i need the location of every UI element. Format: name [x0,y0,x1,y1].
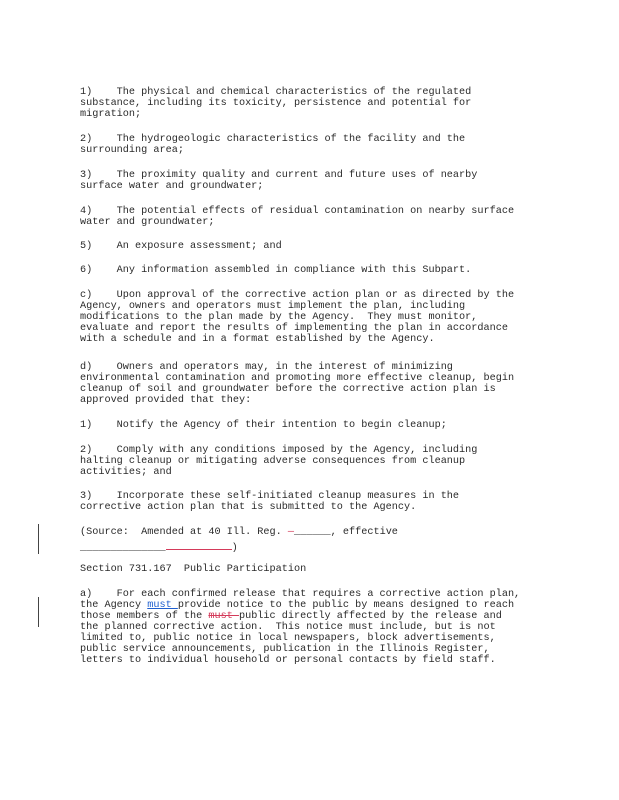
para-a-line-4: the planned corrective action. This notice must include, but is not [80,622,496,633]
para-a-line-2-post: provide notice to the public by means designed to reach [177,600,515,611]
item-1-line-2: substance, including its toxicity, persistence and potential for [80,98,472,109]
para-a-line-5: limited to, public notice in local newspapers, block advertisements, [80,633,496,644]
item-2-line-1: 2) The hydrogeologic characteristics of the facility and the [80,134,466,145]
inserted-text: must [147,600,178,611]
para-c-line-5: with a schedule and in a format established by the Agency. [80,334,435,345]
para-d-line-2: environmental contamination and promoting more effective cleanup, begin [80,373,515,384]
para-a-line-3-post: public directly affected by the release and [238,611,502,622]
para-c-line-1: c) Upon approval of the corrective action plan or as directed by the [80,290,515,301]
para-c-line-3: modifications to the plan made by the Agency. They must monitor, [80,312,478,323]
change-bar-2 [38,597,39,627]
item-2-line-2: surrounding area; [80,145,184,156]
para-d-line-1: d) Owners and operators may, in the interest of minimizing [80,362,453,373]
source-note-line-2 [80,540,238,554]
para-d-line-3: cleanup of soil and groundwater before the corrective action plan is [80,384,496,395]
source-blank-2: ______________ [80,543,166,554]
source-blank: ______ [293,527,331,538]
item-3-line-1: 3) The proximity quality and current and future uses of nearby [80,170,478,181]
item-1-line-3: migration; [80,109,142,120]
sub-2-line-2: halting cleanup or mitigating adverse consequences from cleanup [80,456,466,467]
item-6: 6) Any information assembled in compliance with this Subpart. [80,265,472,276]
change-bar [38,524,39,554]
para-a-line-2-pre: the Agency [80,600,148,611]
section-heading: Section 731.167 Public Participation [80,564,307,575]
source-prefix: (Source: Amended at 40 Ill. Reg. [80,527,288,538]
sub-2-line-1: 2) Comply with any conditions imposed by the Agency, including [80,445,478,456]
item-3-line-2: surface water and groundwater; [80,181,264,192]
source-close: ) [231,543,238,554]
para-d-line-4: approved provided that they: [80,395,252,406]
sub-3-line-1: 3) Incorporate these self-initiated cleanup measures in the [80,491,460,502]
source-mark: — [287,527,294,538]
para-a-line-3-pre: those members of the [80,611,209,622]
para-c-line-2: Agency, owners and operators must implement the plan, including [80,301,466,312]
item-1-line-1: 1) The physical and chemical characteristics of the regulated [80,87,472,98]
para-a-line-7: letters to individual household or personal contacts by field staff. [80,655,496,666]
para-c-line-4: evaluate and report the results of implementing the plan in accordance [80,323,508,334]
source-mid: , effective [330,527,398,538]
para-a-line-2 [80,600,514,611]
sub-2-line-3: activities; and [80,467,172,478]
sub-1: 1) Notify the Agency of their intention to begin cleanup; [80,420,447,431]
sub-3-line-2: corrective action plan that is submitted to the Agency. [80,502,417,513]
source-date-blank [166,540,232,550]
para-a-line-6: public service announcements, publication in the Illinois Register, [80,644,490,655]
item-5: 5) An exposure assessment; and [80,241,282,252]
para-a-line-3 [80,611,502,622]
para-a-line-1: a) For each confirmed release that requires a corrective action plan, [80,589,521,600]
item-4-line-2: water and groundwater; [80,217,215,228]
item-4-line-1: 4) The potential effects of residual contamination on nearby surface [80,206,515,217]
source-note-line-1 [80,527,398,538]
deleted-text: must [208,611,239,622]
